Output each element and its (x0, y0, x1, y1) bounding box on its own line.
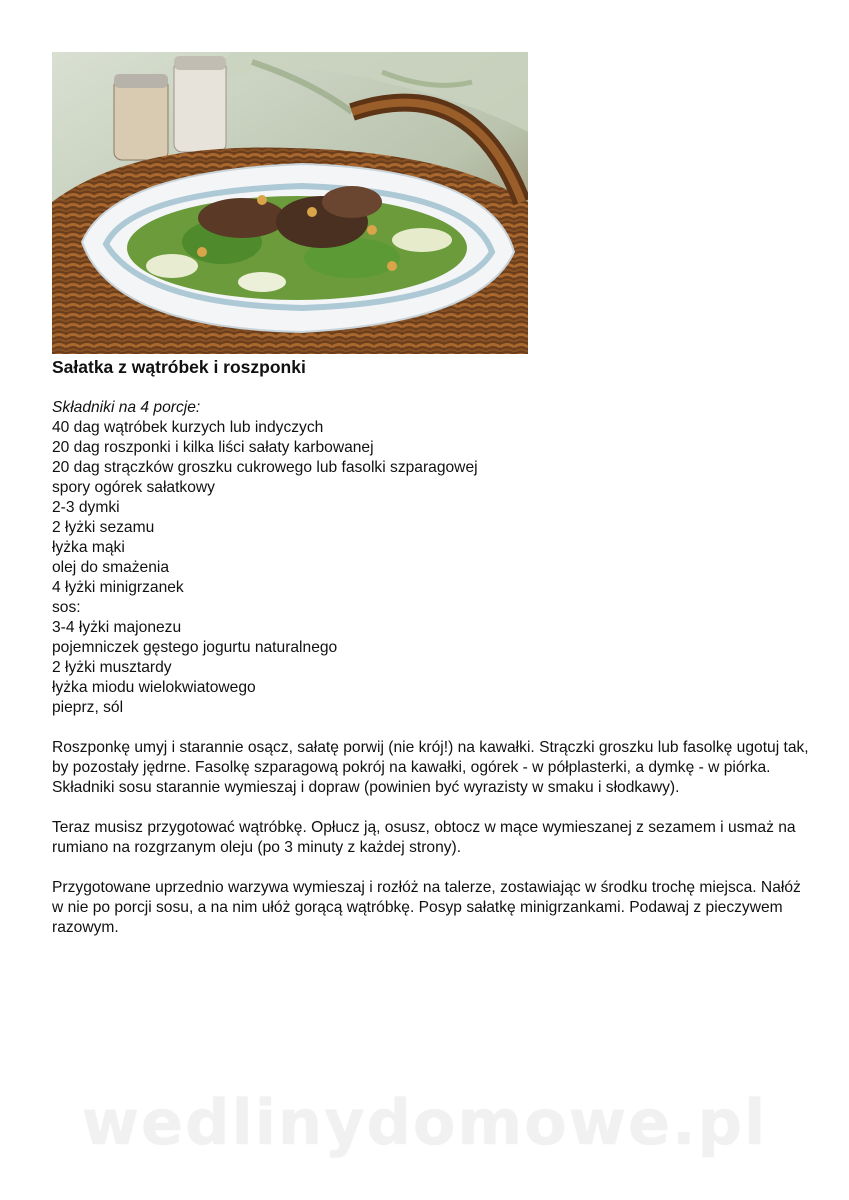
ingredients-list (52, 418, 812, 718)
ingredient-item: 3-4 łyżki majonezu (52, 619, 182, 636)
recipe-title: Sałatka z wątróbek i roszponki (52, 357, 306, 377)
ingredient-item: spory ogórek sałatkowy (52, 479, 215, 496)
ingredient-item: 20 dag strączków groszku cukrowego lub fasolki szparagowej (52, 459, 478, 476)
ingredients-intro: Składniki na 4 porcje: (52, 399, 201, 416)
recipe-content (52, 398, 812, 938)
ingredient-item: łyżka mąki (52, 539, 125, 556)
recipe-photo (52, 52, 528, 354)
ingredient-item: 20 dag roszponki i kilka liści sałaty karbowanej (52, 439, 374, 456)
instructions-paragraph-3: Przygotowane uprzednio warzywa wymieszaj i rozłóż na talerze, zostawiając w środku trochę miejsca. Nałóż w nie po porcji sosu, a na nim ułóż gorącą wątróbkę. Posyp sałatkę minigrzankami. Podawaj z pieczywem razowym. (52, 879, 801, 936)
ingredient-item: 2-3 dymki (52, 499, 120, 516)
ingredient-item: łyżka miodu wielokwiatowego (52, 679, 256, 696)
ingredient-item: olej do smażenia (52, 559, 170, 576)
salad-illustration (52, 52, 528, 354)
sauce-heading: sos: (52, 599, 81, 616)
ingredient-item: 40 dag wątróbek kurzych lub indyczych (52, 419, 324, 436)
ingredient-item: pieprz, sól (52, 699, 124, 716)
ingredient-item: 2 łyżki musztardy (52, 659, 172, 676)
watermark: wedlinydomowe.pl (81, 1086, 768, 1159)
ingredient-item: pojemniczek gęstego jogurtu naturalnego (52, 639, 338, 656)
instructions-paragraph-1: Roszponkę umyj i starannie osącz, sałatę porwij (nie krój!) na kawałki. Strączki groszku lub fasolkę ugotuj tak, by pozostały jędrne. Fasolkę szparagową pokrój na kawałki, ogórek - w półplasterki, a dymkę - w piórka. Składniki sosu starannie wymieszaj i dopraw (powinien być wyrazisty w smaku i słodkawy). (52, 739, 809, 796)
ingredient-item: 4 łyżki minigrzanek (52, 579, 184, 596)
instructions-paragraph-2: Teraz musisz przygotować wątróbkę. Opłucz ją, osusz, obtocz w mące wymieszanej z sezamem i usmaż na rumiano na rozgrzanym oleju (po 3 minuty z każdej strony). (52, 819, 796, 856)
ingredient-item: 2 łyżki sezamu (52, 519, 155, 536)
